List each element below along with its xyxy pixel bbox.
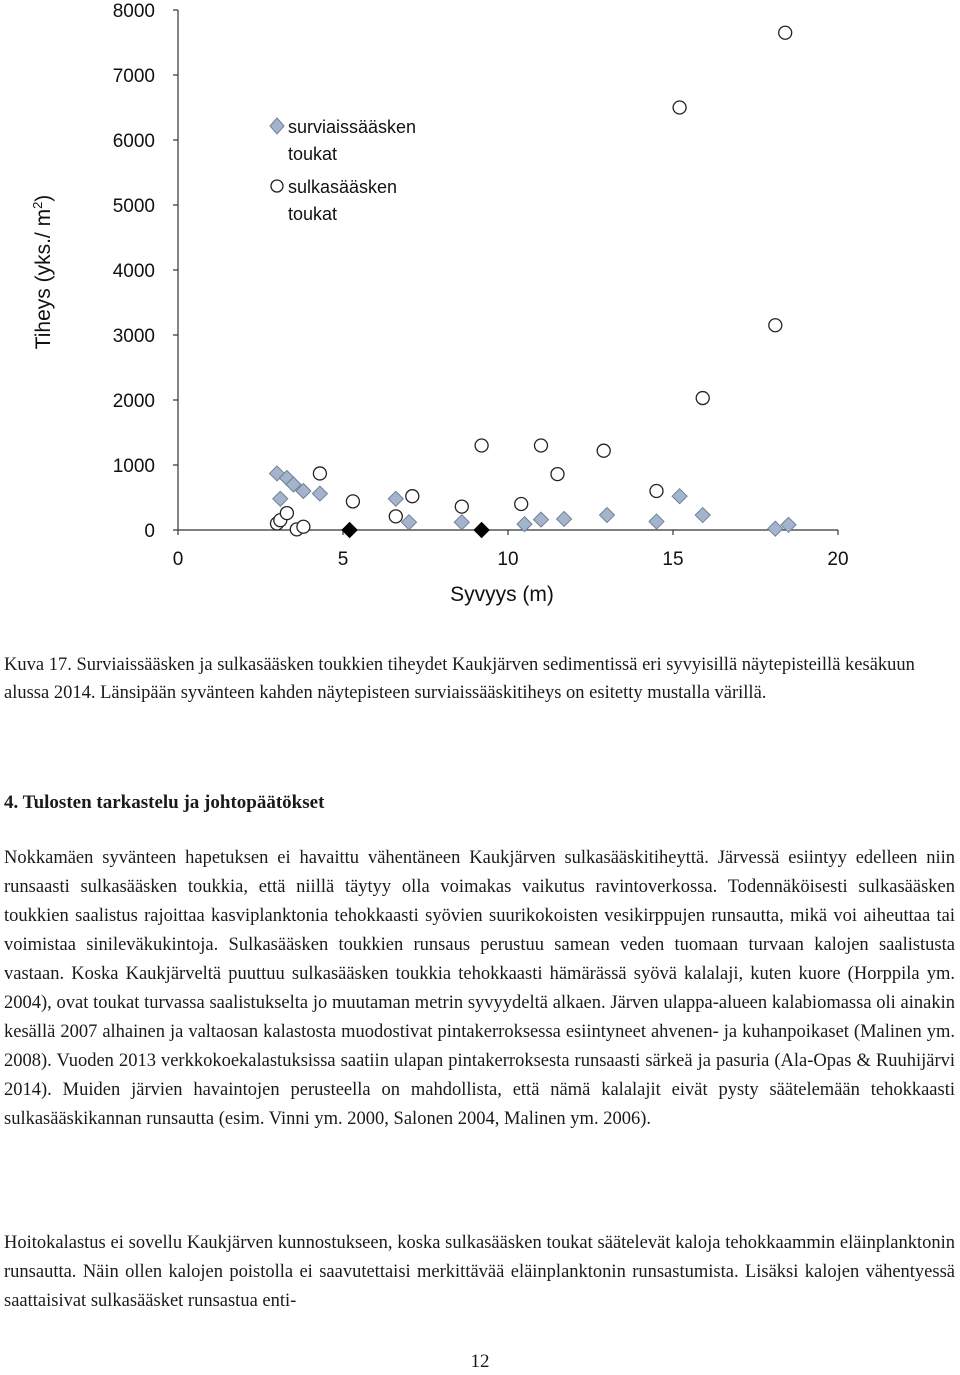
chironomid-point — [388, 491, 403, 506]
x-tick-label: 0 — [172, 549, 184, 570]
y-tick-labels — [113, 1, 155, 542]
chaoborus-point — [455, 500, 468, 513]
chaoborus-point — [389, 510, 402, 523]
y-tick-label: 3000 — [112, 326, 155, 347]
chaoborus-point — [650, 485, 663, 498]
y-axis-title-main: Tiheys (yks./ m — [32, 208, 55, 350]
y-tick-label: 1000 — [112, 456, 155, 477]
chaoborus-point — [551, 468, 564, 481]
chironomid-point — [649, 514, 664, 529]
y-tick-label: 4000 — [112, 261, 155, 282]
chaoborus-point — [297, 520, 310, 533]
chironomid-point — [768, 521, 783, 536]
y-tick-label: 8000 — [112, 1, 155, 22]
density-scatter-chart — [0, 0, 960, 615]
legend-chaoborus-line2: toukat — [288, 204, 338, 224]
x-tick-label: 10 — [497, 549, 519, 570]
page-number: 12 — [470, 1351, 490, 1372]
figure-caption: Kuva 17. Surviaissääsken ja sulkasääsken toukkien tiheydet Kaukjärven sedimentissä eri syvyisillä näytepisteillä kesäkuun alussa 2014. Länsipään syvänteen kahden näytepisteen surviaissääskitiheys on esitetty mustalla värillä. — [4, 655, 915, 703]
body-paragraph-1: Nokkamäen syvänteen hapetuksen ei havaittu vähentäneen Kaukjärven sulkasääskitiheyttä. Järvessä esiintyy edelleen niin runsaasti sulkasääsken toukkia, että niillä täytyy olla voimakas vaikutus ravintoverkossa. Todennäköisesti sulkasääsken toukkien saalistus rajoittaa kasviplanktonia tehokkaasti syövien suurikokoisten vesikirppujen runsautta, mikä voi aiheuttaa tai voimistaa sinileväkukintoja. Sulkasääsken toukkien runsaus perustuu samean veden tuomaan turvaan kalojen saalistusta vastaan. Koska Kaukjärveltä puuttuu sulkasääsken toukkia tehokkaasti hämärässä syövä kalalaji, kuten kuore (Horppila ym. 2004), ovat toukat turvassa saalistukselta jo muutaman metrin syvyydeltä alkaen. Järven ulappa-alueen kalabiomassa oli ainakin kesällä 2007 alhainen ja valtaosan kalastosta muodostivat pintakerroksessa esiintyneet ahvenen- ja kuhanpoikaset (Malinen ym. 2008). Vuoden 2013 verkkokoekalastuksissa saatiin ulapan pintakerroksesta runsaasti särkeä ja pasuria (Ala-Opas & Ruuhijärvi 2014). Muiden järvien havaintojen perusteella on mahdollista, että nämä kalalajit eivät pysty säätelemään tehokkaasti sulkasääskikannan runsautta (esim. Vinni ym. 2000, Salonen 2004, Malinen ym. 2006). — [4, 848, 955, 1129]
legend-chironomid-line2: toukat — [288, 144, 338, 164]
y-tick-label: 7000 — [112, 66, 155, 87]
chaoborus-point — [346, 495, 359, 508]
body-paragraph-2: Hoitokalastus ei sovellu Kaukjärven kunnostukseen, koska sulkasääsken toukat säätelevät kaloja tehokkaammin eläinplanktonin runsautta. Näin ollen kalojen poistolla ei saavutettaisi merkittävää eläinplanktonin runsastumista. Lisäksi kalojen vähentyessä saattaisivat sulkasääsket runsastua enti- — [4, 1233, 955, 1311]
chaoborus-point — [696, 392, 709, 405]
x-axis-ticks — [178, 530, 838, 535]
west-basin-chironomid-point — [474, 523, 489, 538]
x-tick-labels — [173, 549, 849, 570]
chironomid-point — [695, 508, 710, 523]
west-basin-chironomid-point — [342, 523, 357, 538]
y-axis-title-close: ) — [32, 194, 55, 202]
chaoborus-point — [406, 490, 419, 503]
x-tick-label: 5 — [337, 549, 349, 570]
legend — [270, 117, 416, 224]
x-axis-title: Syvyys (m) — [450, 583, 554, 606]
chaoborus-point — [280, 507, 293, 520]
chaoborus-point — [475, 439, 488, 452]
chironomid-point — [402, 515, 417, 530]
y-axis-ticks — [173, 10, 178, 530]
y-tick-label: 2000 — [112, 391, 155, 412]
chaoborus-point — [313, 467, 326, 480]
legend-chaoborus-line1: sulkasääsken — [288, 177, 398, 197]
chironomid-point — [534, 512, 549, 527]
chironomid-point — [273, 491, 288, 506]
chaoborus-point — [769, 319, 782, 332]
chaoborus-point — [515, 498, 528, 511]
x-tick-label: 20 — [827, 549, 849, 570]
legend-circle-marker — [271, 180, 283, 192]
x-tick-label: 15 — [662, 549, 684, 570]
chaoborus-point — [597, 444, 610, 457]
chironomid-point — [672, 489, 687, 504]
legend-chironomid-line1: surviaissääsken — [288, 117, 417, 137]
chironomid-point — [600, 508, 615, 523]
chaoborus-point — [535, 439, 548, 452]
y-tick-label: 6000 — [112, 131, 155, 152]
chironomid-point — [312, 486, 327, 501]
data-points — [270, 26, 797, 537]
section-heading: 4. Tulosten tarkastelu ja johtopäätökset — [4, 792, 325, 813]
y-tick-label: 0 — [144, 521, 155, 542]
y-axis-title — [30, 195, 55, 350]
legend-diamond-marker — [270, 118, 284, 134]
chironomid-point — [454, 515, 469, 530]
y-tick-label: 5000 — [112, 196, 155, 217]
y-axis-title-sup: 2 — [30, 201, 45, 209]
chaoborus-point — [673, 101, 686, 114]
chaoborus-point — [779, 26, 792, 39]
chironomid-point — [557, 511, 572, 526]
